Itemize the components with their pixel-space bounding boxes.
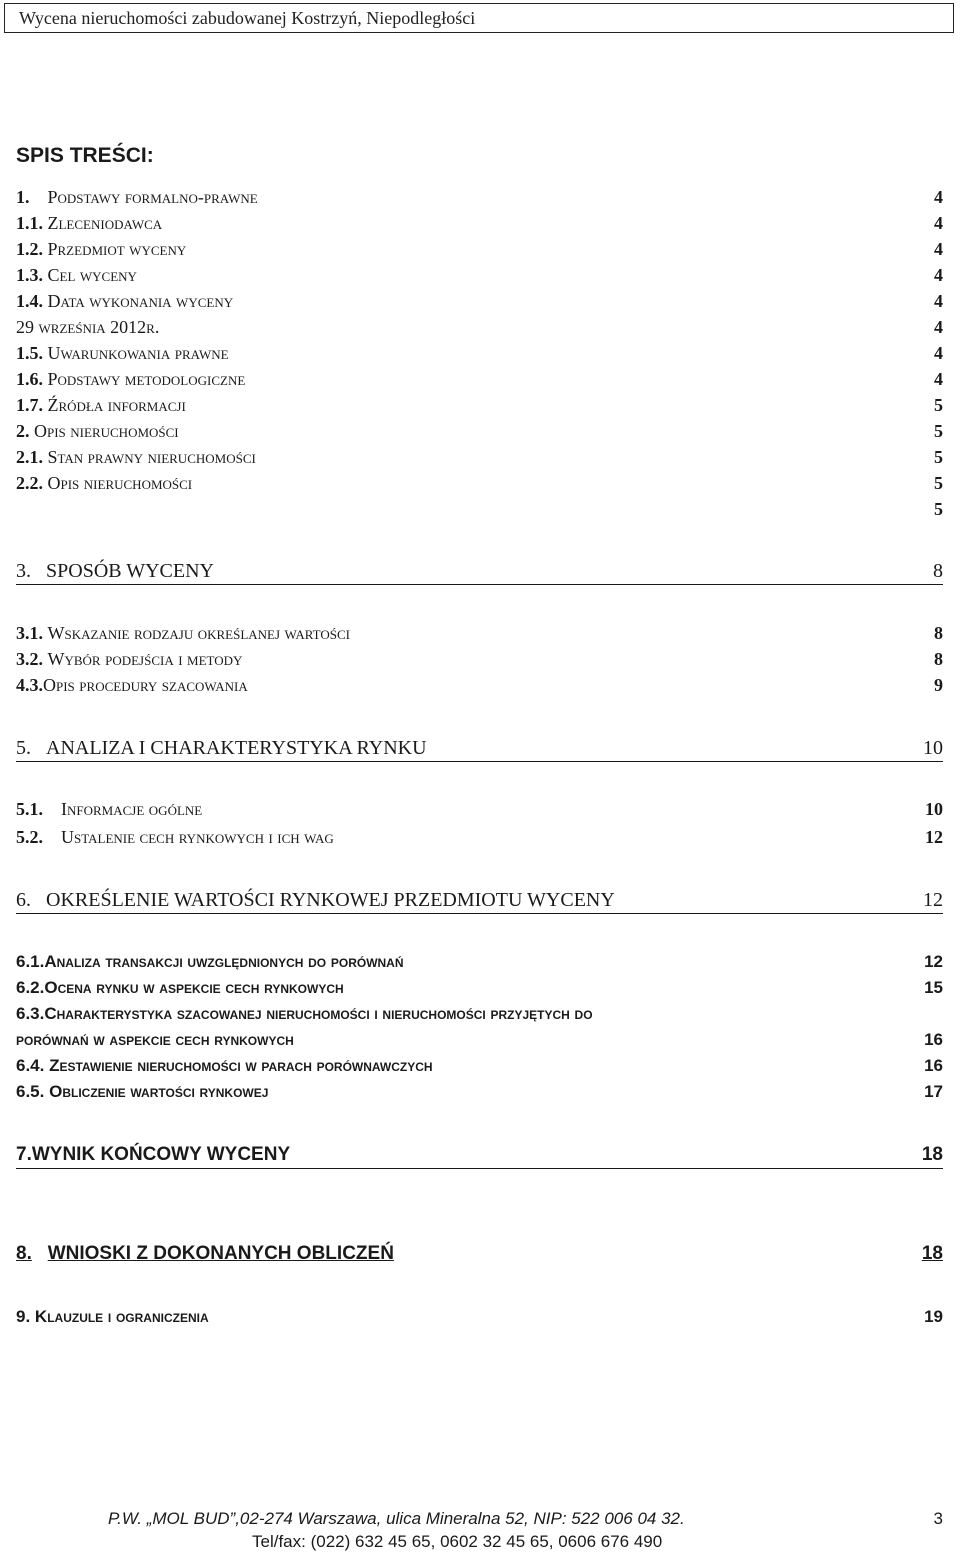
toc-entry-number: 1.1. [16,213,43,233]
toc-entry-number: 6.5. [16,1082,45,1101]
toc-entry[interactable] [16,622,943,644]
toc-entry-page: 4 [934,291,943,311]
toc-entry[interactable] [16,798,943,820]
toc-section-number: 5. [16,737,31,759]
toc-entry-text: Wskazanie rodzaju określanej wartości [47,623,350,643]
toc-entry-text: Analiza transakcji uwzględnionych do porównań [44,952,404,971]
toc-section-number: 3. [16,560,31,582]
toc-entry-text: września 2012r. [38,317,160,337]
toc-section-text: SPOSÓB WYCENY [46,560,214,582]
toc-entry-number: 3.1. [16,623,43,643]
toc-section[interactable] [16,735,943,762]
toc-title: SPIS TREŚCI: [16,144,154,167]
toc-entry-number: 9. [16,1307,31,1326]
toc-entry-number: 1.2. [16,239,43,259]
toc-entry[interactable] [16,394,943,416]
toc-entry[interactable] [16,368,943,390]
toc-entry-page: 16 [924,1056,943,1075]
toc-entry[interactable] [16,1055,943,1077]
toc-entry-number: 1.5. [16,343,43,363]
toc-entry-page: 12 [925,827,943,847]
toc-entry-page: 4 [934,213,943,233]
toc-entry[interactable] [16,264,943,286]
toc-section-text: ANALIZA I CHARAKTERYSTYKA RYNKU [46,737,427,759]
toc-entry-text: Obliczenie wartości rynkowej [49,1082,269,1101]
toc-entry-page: 4 [934,187,943,207]
toc-entry-text: Opis procedury szacowania [43,675,248,695]
toc-entry-text: Opis nieruchomości [34,421,179,441]
toc-entry-text: Uwarunkowania prawne [47,343,229,363]
toc-entry-page: 12 [924,952,943,971]
toc-entry[interactable] [16,186,943,208]
toc-section-number: 6. [16,889,31,911]
toc-entry-text: Zleceniodawca [47,213,163,233]
toc-entry-text: Zestawienie nieruchomości w parach porównawczych [49,1056,433,1075]
toc-section[interactable] [16,558,943,585]
toc-section-page: 18 [921,1243,943,1264]
toc-section[interactable] [16,1241,943,1267]
toc-section-page: 12 [923,889,943,911]
toc-entry-number: 1. [16,187,30,207]
toc-entry-text: Przedmiot wyceny [47,239,187,259]
toc-entry-number: 2. [16,421,30,441]
toc-entry[interactable] [16,826,943,848]
toc-entry-text: Cel wyceny [47,265,137,285]
toc-entry[interactable] [16,472,943,494]
toc-entry-number: 3.2. [16,649,43,669]
toc-entry-number: 29 [16,317,34,337]
toc-entry[interactable] [16,1029,943,1051]
toc-entry-number: 1.3. [16,265,43,285]
toc-entry-text: Ocena rynku w aspekcie cech rynkowych [44,978,344,997]
toc-section-number: 7. [16,1144,32,1165]
toc-entry-page: 5 [934,395,943,415]
footer-company: P.W. „MOL BUD”,02-274 Warszawa, ulica Mineralna 52, NIP: 522 006 04 32. [108,1509,685,1528]
toc-entry-page: 9 [934,675,943,695]
toc-section-page: 10 [923,737,943,759]
toc-entry-page: 10 [925,799,943,819]
page-number: 3 [933,1509,943,1528]
toc-entry[interactable] [16,674,943,696]
toc-entry[interactable] [16,1081,943,1103]
toc-section-page: 18 [921,1144,943,1165]
toc-entry[interactable] [16,238,943,260]
toc-entry-text: Opis nieruchomości [47,473,193,493]
toc-entry-page: 15 [924,978,943,997]
toc-entry[interactable] [16,342,943,364]
toc-entry-number: 1.7. [16,395,43,415]
toc-entry[interactable] [16,951,943,973]
toc-entry-text: Charakterystyka szacowanej nieruchomości i nieruchomości przyjętych do [44,1004,593,1023]
toc-section-text: WYNIK KOŃCOWY WYCENY [31,1144,291,1165]
toc-entry-page: 4 [934,369,943,389]
toc-entry[interactable] [16,212,943,234]
toc-entry-number: 6.2. [16,978,45,997]
toc-entry-page: 4 [934,265,943,285]
toc-entry-number: 6.4. [16,1056,45,1075]
toc-entry-text: Ustalenie cech rynkowych i ich wag [61,827,334,847]
toc-entry-number: 5.2. [16,827,43,847]
toc-entry-text: Stan prawny nieruchomości [47,447,256,467]
toc-entry-number: 1.4. [16,291,43,311]
toc-entry[interactable] [16,446,943,468]
toc-entry-text: Podstawy metodologiczne [47,369,246,389]
toc-entry-page: 5 [934,421,943,441]
toc-entry-number: 2.2. [16,473,43,493]
toc-entry[interactable] [16,977,943,999]
toc-entry[interactable] [16,316,943,338]
toc-section-text: WNIOSKI Z DOKONANYCH OBLICZEŃ [47,1243,394,1264]
toc-entry-text: porównań w aspekcie cech rynkowych [16,1030,294,1049]
toc-entry-page: 8 [934,623,943,643]
toc-entry-text: Klauzule i ograniczenia [34,1307,209,1326]
toc-entry[interactable] [16,290,943,312]
toc-entry-page: 16 [924,1030,943,1049]
toc-entry-page: 4 [934,343,943,363]
toc-section-number: 8. [16,1243,32,1264]
toc-section[interactable] [16,1142,943,1169]
toc-entry-page: 5 [934,473,943,493]
toc-entry-page: 19 [924,1307,943,1326]
document-header: Wycena nieruchomości zabudowanej Kostrzyń, Niepodległości [4,3,954,33]
toc-entry-page: 4 [934,239,943,259]
toc-entry-text: Informacje ogólne [61,799,203,819]
toc-entry[interactable] [16,1306,943,1328]
toc-entry-number: 2.1. [16,447,43,467]
toc-section-text: OKREŚLENIE WARTOŚCI RYNKOWEJ PRZEDMIOTU WYCENY [46,889,615,911]
toc-section[interactable] [16,887,943,914]
toc-entry[interactable] [16,420,943,442]
toc-entry-text: Data wykonania wyceny [47,291,234,311]
toc-entry-page: 17 [924,1082,943,1101]
toc-entry-page: 8 [934,649,943,669]
toc-entry[interactable] [16,498,943,520]
toc-entry-text: Źródła informacji [47,395,186,415]
footer-contact: Tel/fax: (022) 632 45 65, 0602 32 45 65, 0606 676 490 [252,1532,663,1551]
toc-entry-number: 5.1. [16,799,43,819]
toc-entry-number: 1.6. [16,369,43,389]
toc-entry-text: Podstawy formalno-prawne [47,187,258,207]
toc-section-page: 8 [933,560,943,582]
toc-entry[interactable] [16,1003,943,1025]
toc-entry-text: Wybór podejścia i metody [47,649,243,669]
toc-entry-page: 4 [934,317,943,337]
toc-entry-page: 5 [934,499,943,519]
toc-entry-page: 5 [934,447,943,467]
toc-entry[interactable] [16,648,943,670]
toc-entry-number: 4.3. [16,675,43,695]
toc-entry-number: 6.3. [16,1004,45,1023]
toc-entry-number: 6.1. [16,952,45,971]
